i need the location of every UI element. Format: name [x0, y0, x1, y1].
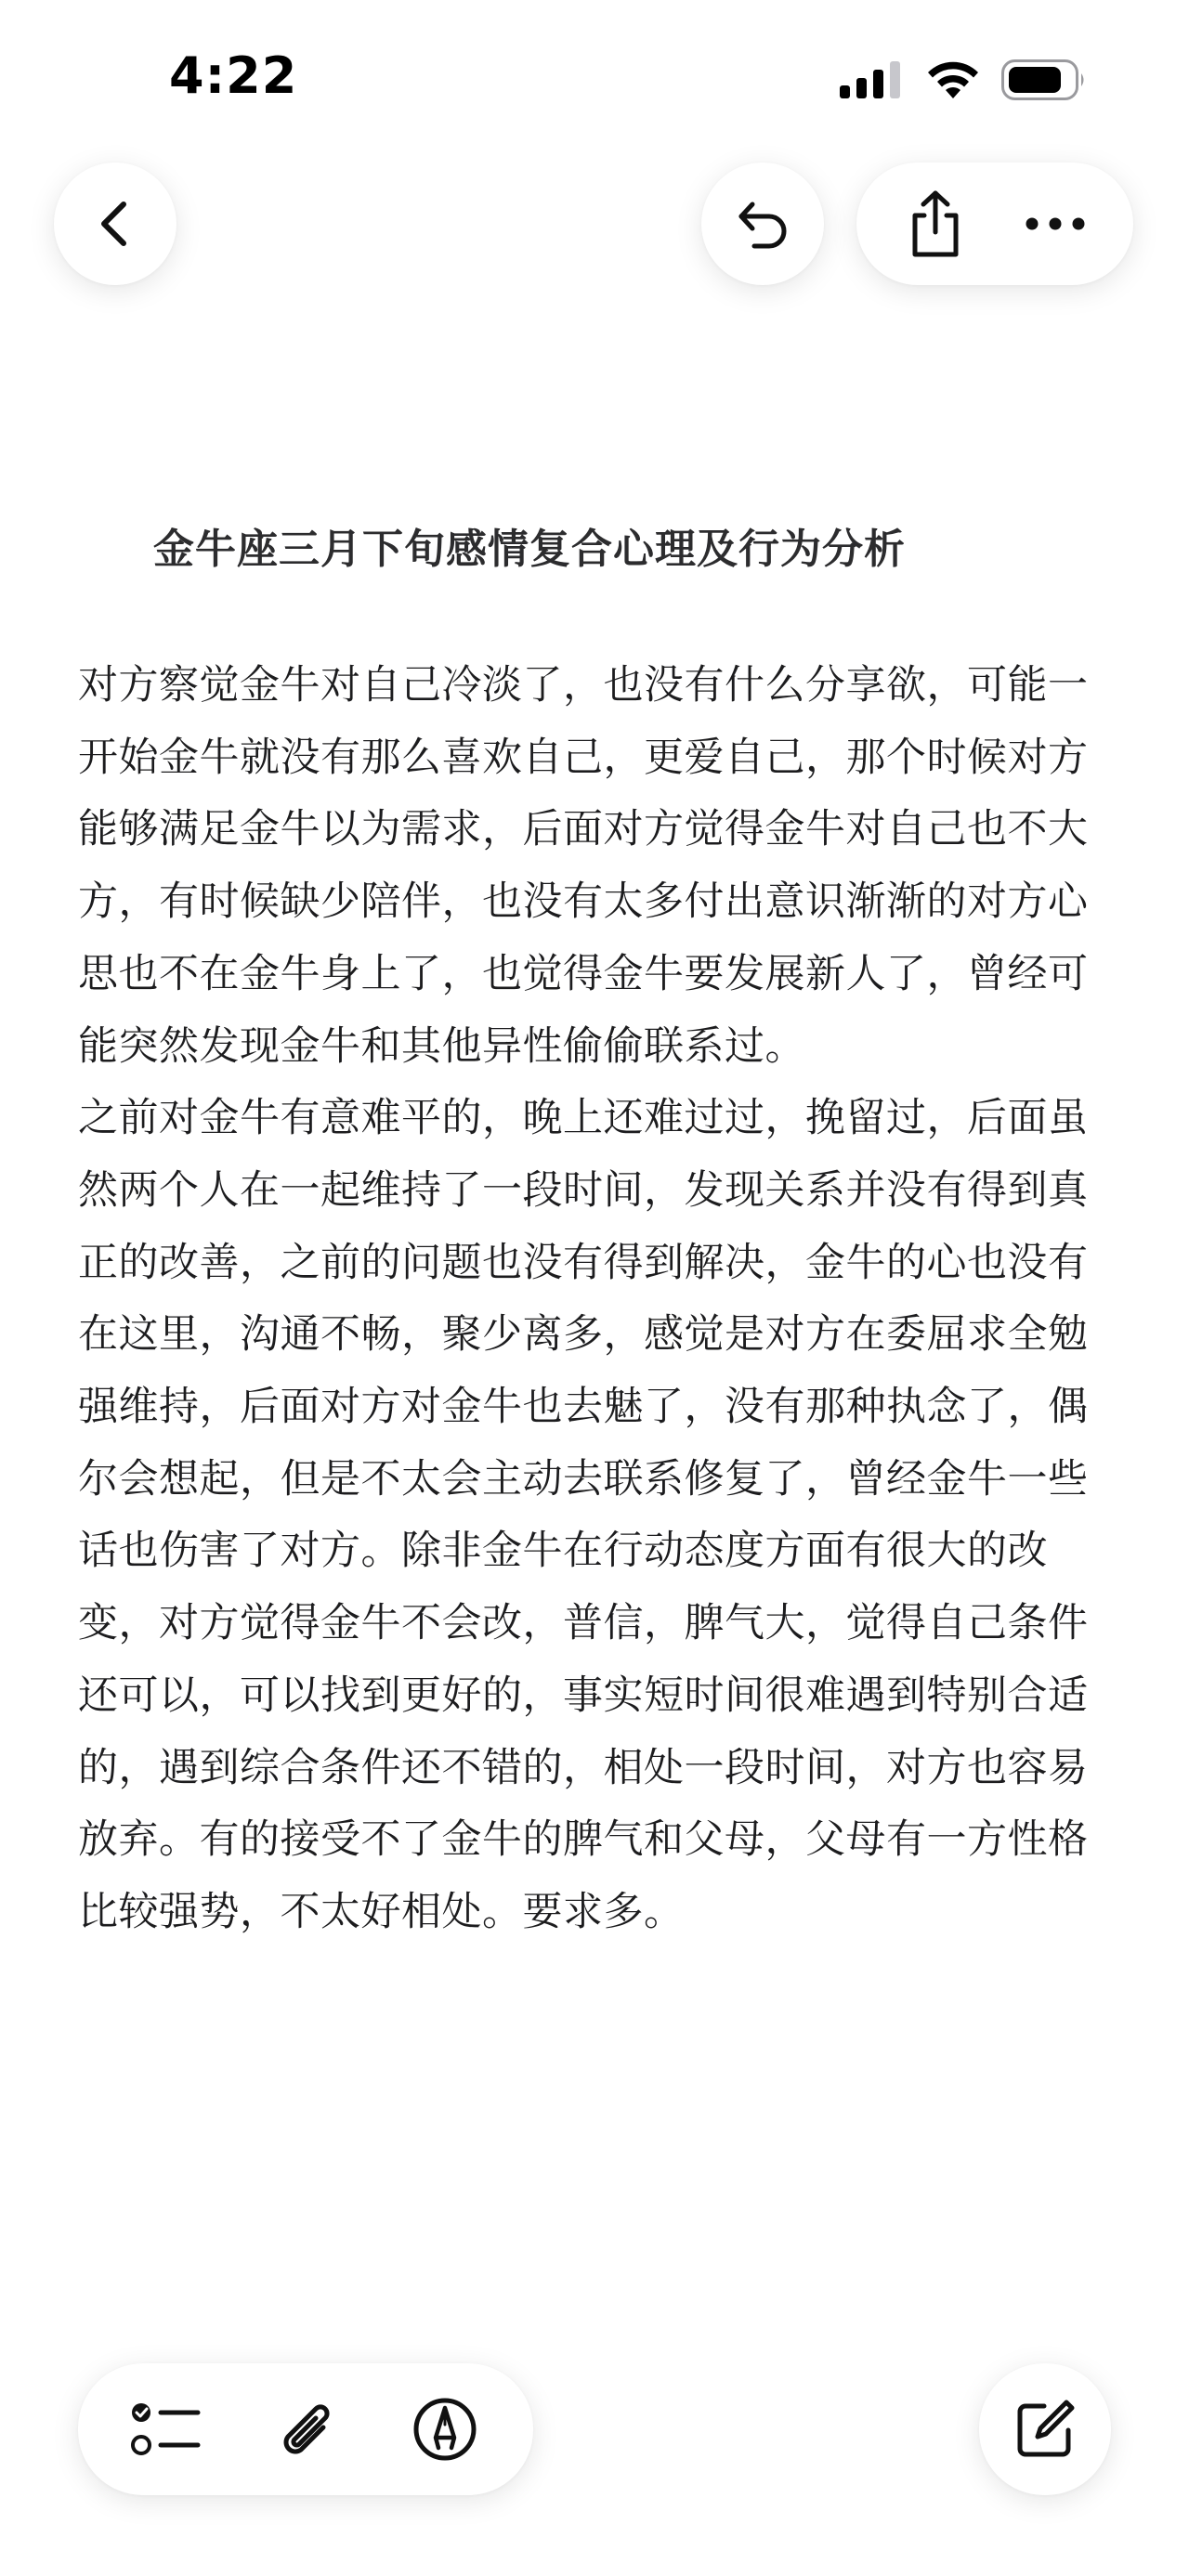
compose-icon: [1013, 2397, 1078, 2462]
cellular-signal-icon: [840, 61, 905, 98]
note-paragraph[interactable]: 之前对金牛有意难平的，晚上还难过过，挽留过，后面虽然两个人在一起维持了一段时间，发现关系并没有得到真正的改善，之前的问题也没有得到解决，金牛的心也没有在这里，沟通不畅，聚少离多，感觉是对方在委屈求全勉强维持，后面对方对金牛也去魅了，没有那种执念了，偶尔会想起，但是不太会主动去联系修复了，曾经金牛一些话也伤害了对方。除非金牛在行动态度方面有很大的改变，对方觉得金牛不会改，普信，脾气大，觉得自己条件还可以，可以找到更好的，事实短时间很难遇到特别合适的，遇到综合条件还不错的，相处一段时间，对方也容易放弃。有的接受不了金牛的脾气和父母，父母有一方性格比较强势，不太好相处。要求多。: [78, 1095, 1089, 1935]
checklist-button[interactable]: [111, 2374, 222, 2485]
more-button[interactable]: [1004, 173, 1106, 275]
note-body[interactable]: [78, 650, 1111, 1949]
note-title[interactable]: 金牛座三月下旬感情复合心理及行为分析: [153, 526, 906, 573]
status-icons: [840, 59, 1087, 100]
paperclip-icon: [273, 2396, 338, 2463]
back-button[interactable]: [54, 163, 176, 285]
bottom-toolbar: [78, 2363, 533, 2495]
chevron-left-icon: [90, 199, 140, 249]
share-button[interactable]: [884, 173, 986, 275]
markup-button[interactable]: [389, 2374, 501, 2485]
wifi-icon: [925, 59, 981, 100]
compose-button[interactable]: [979, 2363, 1111, 2495]
status-time: 4:22: [169, 46, 298, 105]
more-icon: [1025, 216, 1086, 231]
attachment-button[interactable]: [250, 2374, 361, 2485]
undo-button[interactable]: [701, 163, 824, 285]
share-icon: [906, 189, 965, 258]
checklist-icon: [131, 2400, 202, 2459]
note-actions-group: [856, 163, 1133, 285]
battery-icon: [1001, 59, 1087, 100]
note-paragraph[interactable]: 对方察觉金牛对自己冷淡了，也没有什么分享欲，可能一开始金牛就没有那么喜欢自己，更爱自己，那个时候对方能够满足金牛以为需求，后面对方觉得金牛对自己也不大方，有时候缺少陪伴，也没有太多付出意识渐渐的对方心思也不在金牛身上了，也觉得金牛要发展新人了，曾经可能突然发现金牛和其他异性偷偷联系过。: [78, 662, 1089, 1070]
pen-markup-icon: [412, 2397, 477, 2462]
undo-icon: [734, 195, 791, 253]
status-bar: [0, 0, 1189, 149]
